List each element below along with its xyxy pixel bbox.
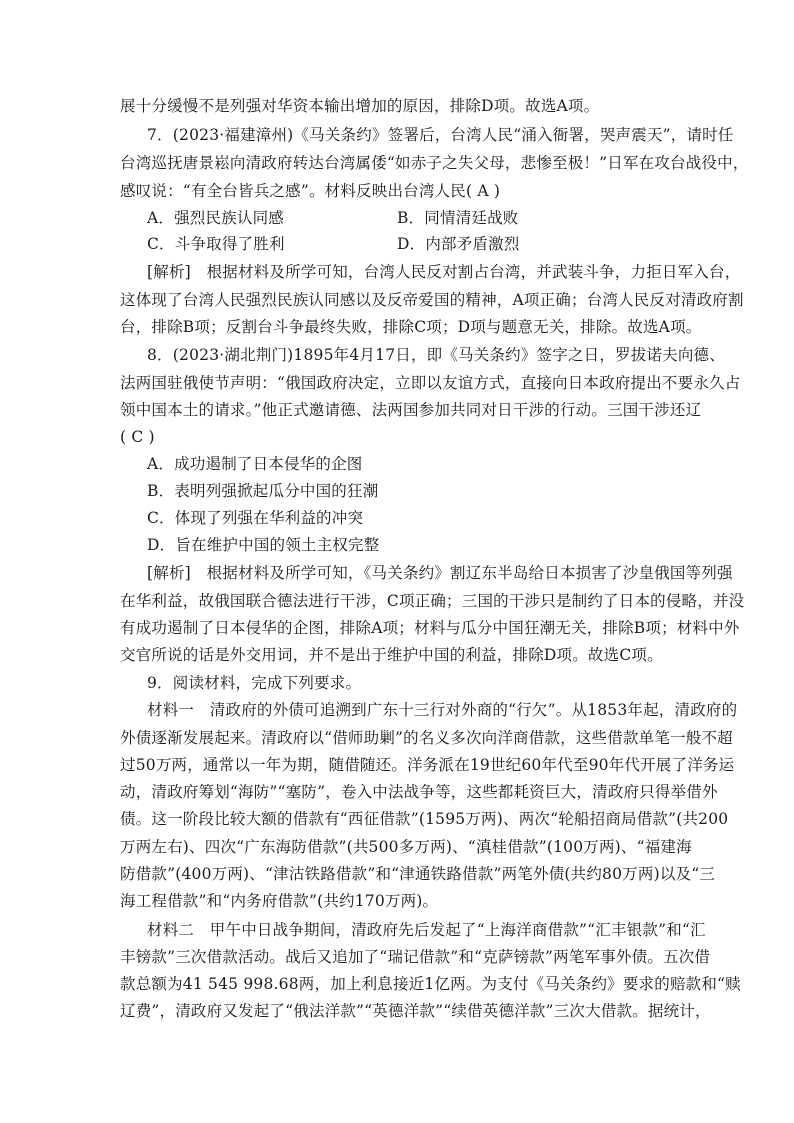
material-two: 材料二 甲午中日战争期间，清政府先后发起了“上海洋商借款”“汇丰银款”和“汇: [147, 921, 706, 939]
analysis-7: [解析] 根据材料及所学可知，台湾人民反对割占台湾，并武装斗争，力拒日军入台，: [147, 263, 741, 281]
material-one: 材料一 清政府的外债可追溯到广东十三行对外商的“行欠”。从1853年起，清政府的: [147, 701, 738, 719]
text-line: 在华利益，故俄国联合德法进行干涉，C项正确；三国的干涉只是制约了日本的侵略，并没: [120, 592, 745, 610]
option-b: B．表明列强掀起瓜分中国的狂潮: [147, 482, 379, 500]
text-line: 海工程借款”和“内务府借款”(共约170万两)。: [120, 892, 439, 910]
text-line: 交官所说的话是外交用词，并不是出于维护中国的利益，排除D项。故选C项。: [120, 646, 663, 664]
text-line: 领中国本土的请求。”他正式邀请德、法两国参加共同对日干涉的行动。三国干涉还辽: [120, 401, 702, 419]
text-line: 有成功遏制了日本侵华的企图，排除A项；材料与瓜分中国狂潮无关，排除B项；材料中外: [120, 619, 740, 637]
option-a: A．强烈民族认同感: [147, 209, 284, 227]
text-line: 台湾巡抚唐景崧向清政府转达台湾属倭“如赤子之失父母，悲惨至极！”日军在攻台战役中，: [120, 154, 749, 172]
text-line: 动，清政府筹划“海防”“塞防”，卷入中法战争等，这些都耗资巨大，清政府只得举借外: [120, 783, 718, 801]
text-line: 外债逐渐发展起来。清政府以“借师助剿”的名义多次向洋商借款，这些借款单笔一般不超: [120, 729, 733, 747]
question-8-stem: 8．(2023·湖北荆门)1895年4月17日，即《马关条约》签字之日，罗拔诺夫向德、: [147, 346, 725, 364]
answer-8: ( C ): [120, 428, 155, 446]
option-c: C．斗争取得了胜利: [147, 235, 285, 253]
text-line: 法两国驻俄使节声明：“俄国政府决定，立即以友谊方式，直接向日本政府提出不要永久占: [120, 374, 741, 392]
text-line: 款总额为41 545 998.68两，加上利息接近1亿两。为支付《马关条约》要求的赔款和“赎: [120, 975, 741, 993]
text-line: 万两左右)、四次“广东海防借款”(共500多万两)、“滇桂借款”(100万两)、“福建海: [120, 838, 692, 856]
text-line: 过50万两，通常以一年为期，随借随还。洋务派在19世纪60年代至90年代开展了洋务运: [120, 756, 735, 774]
analysis-8: [解析] 根据材料及所学可知，《马关条约》割辽东半岛给日本损害了沙皇俄国等列强: [147, 564, 733, 582]
option-c: C．体现了列强在华利益的冲突: [147, 509, 364, 527]
text-line: 这体现了台湾人民强烈民族认同感以及反帝爱国的精神，A项正确；台湾人民反对清政府割: [120, 291, 744, 309]
question-9-stem: 9．阅读材料，完成下列要求。: [147, 674, 362, 692]
text-line: 防借款”(400万两)、“津沽铁路借款”和“津通铁路借款”两笔外债(共约80万两)以及“三: [120, 865, 716, 883]
option-d: D．旨在维护中国的领土主权完整: [147, 536, 380, 554]
text-line: 辽费”，清政府又发起了“俄法洋款”“英德洋款”“续借英德洋款”三次大借款。据统计，: [120, 1002, 711, 1020]
text-line: 台，排除B项；反割台斗争最终失败，排除C项；D项与题意无关，排除。故选A项。: [120, 318, 702, 336]
text-line: 感叹说：“有全台皆兵之感”。材料反映出台湾人民( A ): [120, 182, 501, 200]
option-d: D．内部矛盾激烈: [397, 235, 520, 253]
text-line: 债。这一阶段比较大额的借款有“西征借款”(1595万两)、两次“轮船招商局借款”(共200: [120, 810, 729, 828]
text-line: 丰镑款”三次借款活动。战后又追加了“瑞记借款”和“克萨镑款”两笔军事外债。五次借: [120, 948, 711, 966]
option-a: A．成功遏制了日本侵华的企图: [147, 455, 363, 473]
question-7-stem: 7．(2023·福建漳州)《马关条约》签署后，台湾人民“涌入衙署，哭声震天”，请时任: [147, 126, 734, 144]
option-b: B．同情清廷战败: [397, 209, 519, 227]
text-line: 展十分缓慢不是列强对华资本输出增加的原因，排除D项。故选A项。: [120, 97, 600, 115]
